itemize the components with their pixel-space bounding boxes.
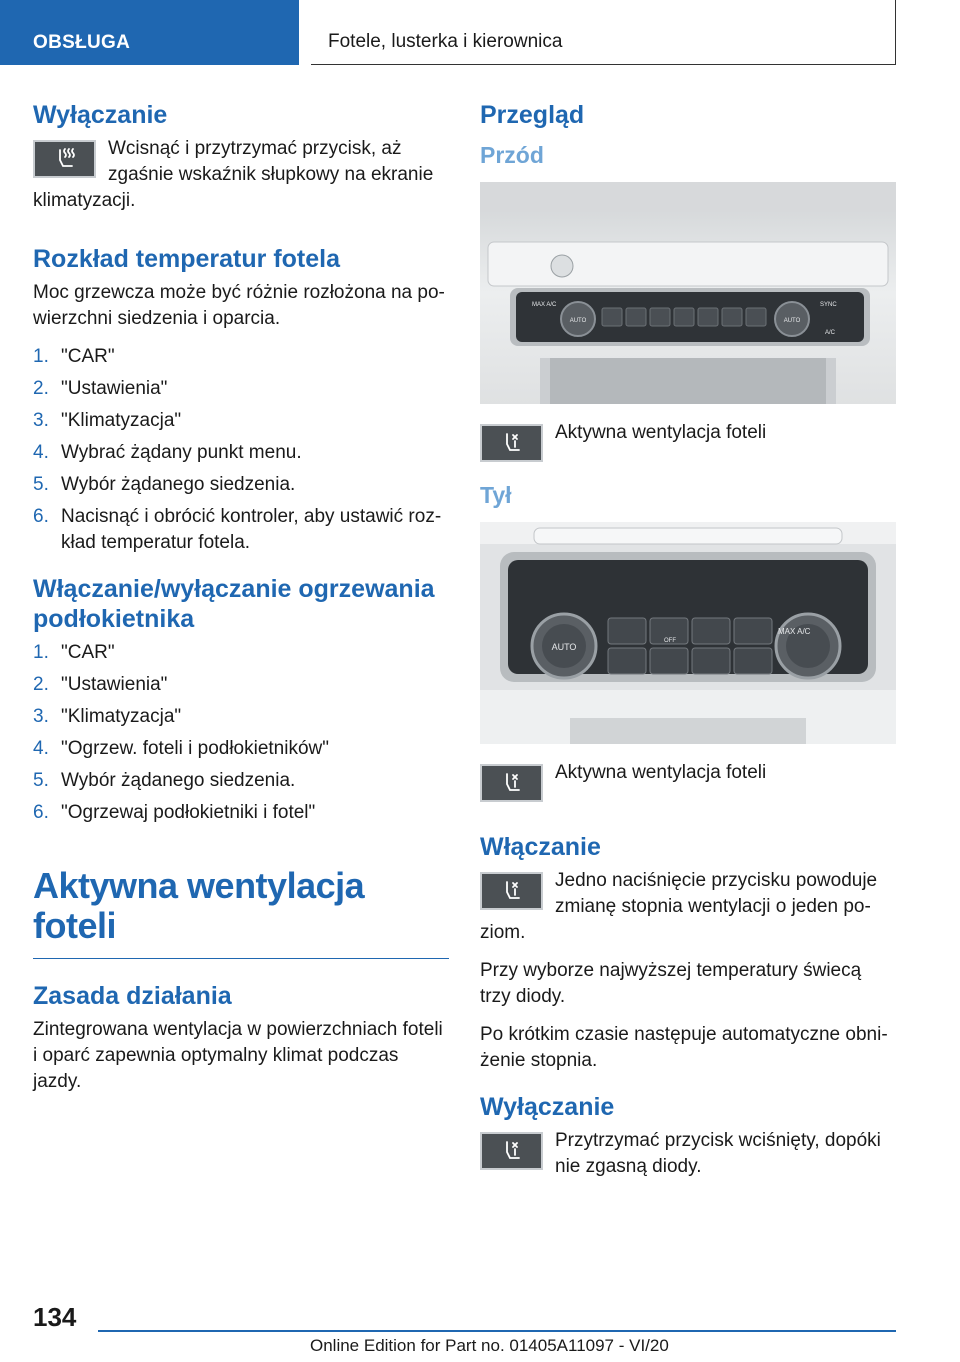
chapter-title: Fotele, lusterka i kierownica xyxy=(311,0,896,65)
heading-podlokietnik: Włączanie/wyłączanie ogrzewania podłokietnika xyxy=(33,575,435,633)
list-item: 2. "Ustawienia" xyxy=(33,378,168,399)
wylaczanie-text: Wcisnąć i przytrzymać przycisk, aż zgaśnie wskaźnik słupkowy na ekranie klimatyzacji. xyxy=(33,138,434,211)
wylaczanie-paragraph xyxy=(33,136,449,214)
rear-climate-panel-image xyxy=(480,522,896,744)
list-item: 4. "Ogrzew. foteli i podłokietników" xyxy=(33,738,330,759)
wlaczanie-p3: Po krótkim czasie następuje automatyczne obniżenie stopnia. xyxy=(480,1024,888,1071)
list-item: 3. "Klimatyzacja" xyxy=(33,706,182,727)
seat-ventilation-button-icon xyxy=(480,872,543,910)
svg-text:SYNC: SYNC xyxy=(820,302,837,308)
section-tab[interactable]: OBSŁUGA xyxy=(0,0,299,65)
heading-rozklad: Rozkład temperatur fotela xyxy=(33,245,341,273)
wlaczanie-paragraph xyxy=(480,868,896,946)
heading-tyl: Tył xyxy=(480,482,512,508)
list-item: 5. Wybór żądanego siedzenia. xyxy=(33,474,296,495)
svg-text:A/C: A/C xyxy=(825,330,836,336)
wylaczanie-right-paragraph xyxy=(480,1128,896,1180)
list-item: 5. Wybór żądanego siedzenia. xyxy=(33,770,296,791)
svg-text:MAX A/C: MAX A/C xyxy=(778,627,811,636)
front-caption xyxy=(480,420,896,446)
rozklad-text: Moc grzewcza może być różnie rozłożona na powierzchni siedzenia i oparcia. xyxy=(33,282,445,329)
heading-zasada: Zasada działania xyxy=(33,982,232,1010)
footer-edition: Online Edition for Part no. 01405A11097 - VI/20 xyxy=(310,1336,669,1355)
front-caption-text: Aktywna wentylacja foteli xyxy=(555,422,767,443)
list-item: 3. "Klimatyzacja" xyxy=(33,410,182,431)
list-item: 4. Wybrać żądany punkt menu. xyxy=(33,442,302,463)
seat-ventilation-button-icon xyxy=(480,424,543,462)
seat-ventilation-button-icon xyxy=(480,764,543,802)
svg-text:AUTO: AUTO xyxy=(783,318,801,324)
list-item: 6. "Ogrzewaj podłokietniki i fotel" xyxy=(33,802,316,823)
heading-przod: Przód xyxy=(480,142,544,168)
podlokietnik-steps xyxy=(33,640,449,826)
heading-wylaczanie-right: Wyłączanie xyxy=(480,1093,615,1121)
wylaczanie-right-text: Przytrzymać przycisk wciśnięty, dopóki nie zgasną diody. xyxy=(555,1130,881,1177)
seat-ventilation-button-icon xyxy=(480,1132,543,1170)
zasada-text: Zintegrowana wentylacja w powierzchniach foteli i oparć zapewnia optymalny klimat podczas jazdy. xyxy=(33,1019,443,1092)
seat-heating-button-icon xyxy=(33,140,96,178)
heading-wentylacja: Aktywna wentylacja foteli xyxy=(33,866,449,959)
heading-przeglad: Przegląd xyxy=(480,101,585,129)
right-column xyxy=(480,100,896,1192)
footer-divider xyxy=(98,1330,896,1332)
list-item: 1. "CAR" xyxy=(33,642,115,663)
rear-caption xyxy=(480,760,896,786)
rozklad-steps xyxy=(33,344,449,556)
heading-wlaczanie: Włączanie xyxy=(480,833,601,861)
list-item: 1. "CAR" xyxy=(33,346,115,367)
wlaczanie-p2: Przy wyborze najwyższej temperatury świecą trzy diody. xyxy=(480,960,862,1007)
svg-text:AUTO: AUTO xyxy=(551,642,577,652)
svg-text:MAX A/C: MAX A/C xyxy=(532,302,557,308)
page-number: 134 xyxy=(33,1302,77,1332)
rear-caption-text: Aktywna wentylacja foteli xyxy=(555,762,767,783)
list-item: 2. "Ustawienia" xyxy=(33,674,168,695)
list-item: 6. Nacisnąć i obrócić kontroler, aby ustawić rozkład temperatur fotela. xyxy=(33,506,442,553)
svg-text:AUTO: AUTO xyxy=(569,318,587,324)
wlaczanie-text: Jedno naciśnięcie przycisku powoduje zmianę stopnia wentylacji o jeden poziom. xyxy=(480,870,878,943)
left-column xyxy=(33,100,449,1107)
svg-text:OFF: OFF xyxy=(664,638,676,644)
heading-wylaczanie: Wyłączanie xyxy=(33,101,168,129)
front-climate-panel-image xyxy=(480,182,896,404)
